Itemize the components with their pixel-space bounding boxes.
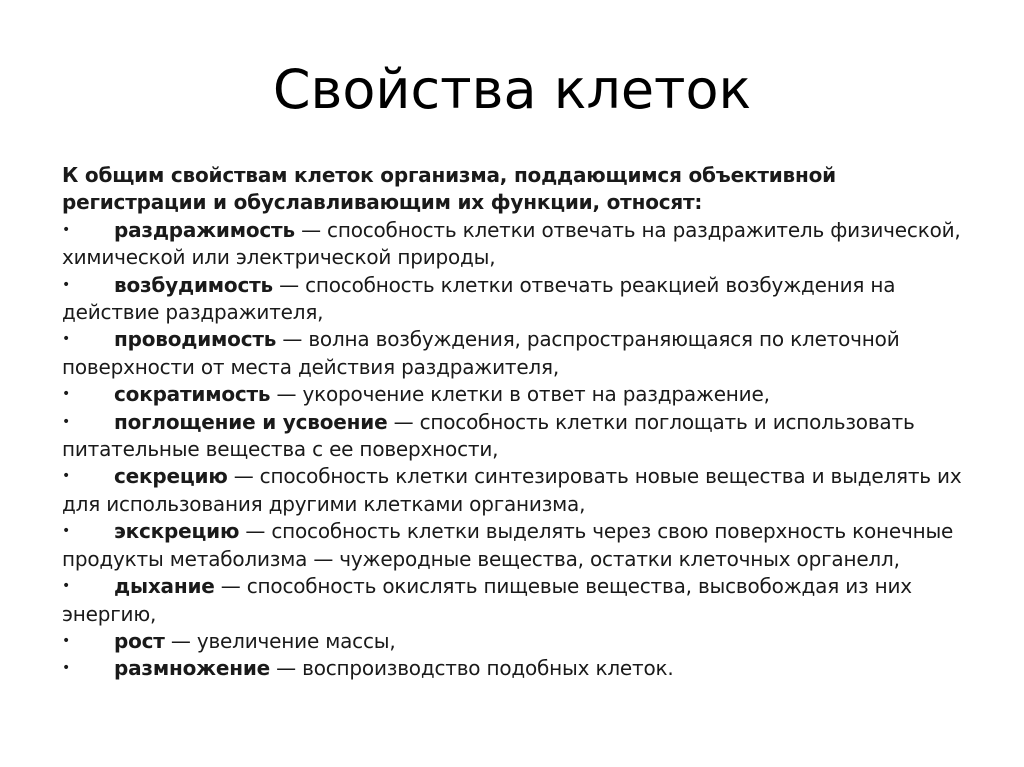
term: секрецию <box>114 464 228 489</box>
bullet-icon: • <box>62 468 71 485</box>
list-item <box>62 409 962 464</box>
bullet-icon: • <box>62 413 71 430</box>
bullet-icon: • <box>62 578 71 595</box>
slide-content <box>62 162 962 683</box>
term: сократимость <box>114 382 271 407</box>
description: — способность окислять пищевые вещества, высвобождая из них энергию, <box>62 574 912 626</box>
description: — воспроизводство подобных клеток. <box>270 656 674 681</box>
bullet-icon: • <box>62 632 71 649</box>
intro-text: К общим свойствам клеток организма, поддающимся объективной регистрации и обуславливающим их функции, относят: <box>62 163 836 215</box>
term: экскрецию <box>114 519 240 544</box>
term: возбудимость <box>114 272 273 297</box>
bullet-icon: • <box>62 276 71 293</box>
list-item <box>62 628 962 655</box>
description: — способность клетки отвечать на раздражитель физической, химической или электрической природы, <box>62 217 961 270</box>
bullet-icon: • <box>62 660 71 677</box>
description: — способность клетки поглощать и использовать питательные вещества с ее поверхности, <box>62 409 915 462</box>
bullet-icon: • <box>62 386 71 403</box>
term: дыхание <box>114 574 215 599</box>
slide-title: Свойства клеток <box>272 58 752 121</box>
list-item <box>62 217 962 272</box>
list-item <box>62 381 962 408</box>
term: размножение <box>114 656 271 681</box>
description: — способность клетки выделять через свою поверхность конечные продукты метаболизма — чужеродные вещества, остатки клеточных органелл, <box>62 519 954 571</box>
term: поглощение и усвоение <box>114 409 388 434</box>
list-item <box>62 326 962 381</box>
list-item <box>62 463 962 518</box>
list-item <box>62 518 962 573</box>
term: раздражимость <box>114 217 295 242</box>
list-item <box>62 272 962 327</box>
term: рост <box>114 628 165 653</box>
description: — волна возбуждения, распространяющаяся по клеточной поверхности от места действия раздражителя, <box>62 327 900 379</box>
description: — увеличение массы, <box>164 628 396 653</box>
description: — способность клетки отвечать реакцией возбуждения на действие раздражителя, <box>62 272 896 325</box>
bullet-icon: • <box>62 331 71 348</box>
description: — укорочение клетки в ответ на раздражение, <box>270 382 770 407</box>
bullet-icon: • <box>62 221 71 238</box>
bullet-icon: • <box>62 523 71 540</box>
description: — способность клетки синтезировать новые вещества и выделять их для использования другими клетками организма, <box>62 464 962 516</box>
properties-list <box>62 217 962 683</box>
list-item <box>62 573 962 628</box>
term: проводимость <box>114 327 277 352</box>
list-item <box>62 655 962 682</box>
